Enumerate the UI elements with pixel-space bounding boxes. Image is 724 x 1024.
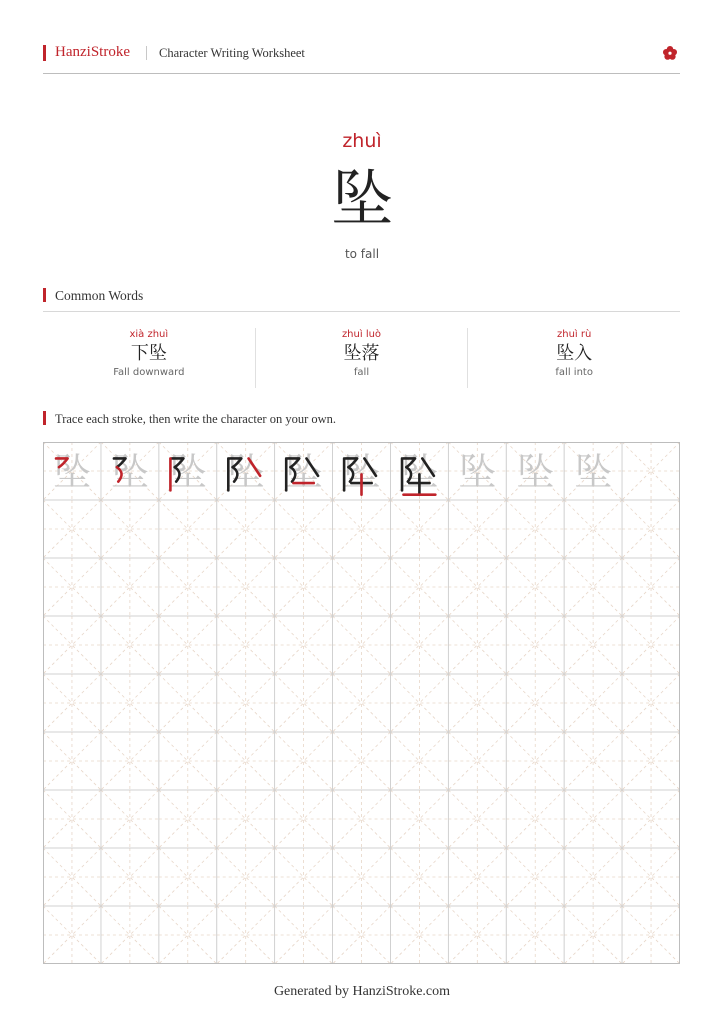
word-pinyin: xià zhuì [129, 329, 169, 340]
practice-cell[interactable] [506, 616, 564, 674]
practice-cell[interactable] [390, 500, 448, 558]
word-item [43, 328, 255, 388]
practice-cell[interactable] [622, 848, 680, 906]
practice-cell[interactable] [159, 732, 217, 790]
section-accent-bar [43, 411, 46, 425]
practice-cell[interactable] [101, 674, 159, 732]
practice-cell[interactable] [448, 674, 506, 732]
trace-character: 坠 [574, 452, 613, 494]
common-words-list [43, 328, 680, 388]
trace-character: 坠 [516, 452, 555, 494]
practice-grid-lines [43, 442, 680, 964]
practice-cell[interactable] [159, 848, 217, 906]
practice-cell[interactable] [159, 558, 217, 616]
practice-cell[interactable] [448, 732, 506, 790]
practice-cell[interactable] [275, 848, 333, 906]
practice-cell[interactable] [217, 790, 275, 848]
practice-cell[interactable] [564, 500, 622, 558]
practice-cell[interactable] [333, 674, 391, 732]
character-pinyin: zhuì [342, 130, 382, 152]
practice-cell[interactable] [43, 674, 101, 732]
practice-cell[interactable] [275, 906, 333, 964]
common-words-title: Common Words [55, 288, 144, 303]
practice-cell[interactable] [333, 616, 391, 674]
practice-cell[interactable] [506, 790, 564, 848]
practice-cell[interactable] [622, 906, 680, 964]
practice-cell[interactable] [333, 558, 391, 616]
practice-cell[interactable] [390, 674, 448, 732]
practice-cell[interactable] [43, 906, 101, 964]
practice-cell[interactable] [275, 558, 333, 616]
practice-cell[interactable] [506, 674, 564, 732]
trace-character: 坠 [400, 452, 439, 494]
practice-cell[interactable] [101, 500, 159, 558]
practice-cell[interactable] [622, 732, 680, 790]
practice-cell[interactable] [43, 500, 101, 558]
practice-cell[interactable] [506, 906, 564, 964]
practice-cell[interactable] [217, 674, 275, 732]
practice-cell[interactable] [448, 848, 506, 906]
practice-cell[interactable] [101, 790, 159, 848]
practice-cell[interactable] [506, 732, 564, 790]
practice-cell[interactable] [159, 790, 217, 848]
word-item [255, 328, 468, 388]
practice-cell[interactable] [101, 616, 159, 674]
character-meaning: to fall [344, 247, 380, 261]
practice-cell[interactable] [217, 500, 275, 558]
word-item [467, 328, 680, 388]
trace-character: 坠 [458, 452, 497, 494]
trace-character: 坠 [284, 452, 323, 494]
practice-cell[interactable] [564, 558, 622, 616]
practice-cell[interactable] [390, 790, 448, 848]
word-meaning: fall [353, 367, 370, 378]
practice-instruction: Trace each stroke, then write the character on your own. [55, 412, 337, 426]
trace-character: 坠 [226, 452, 265, 494]
practice-cell[interactable] [448, 616, 506, 674]
header-separator [146, 46, 147, 60]
word-characters: 坠入 [556, 343, 593, 364]
practice-cell[interactable] [101, 848, 159, 906]
practice-cell[interactable] [43, 848, 101, 906]
practice-cell[interactable] [159, 674, 217, 732]
practice-cell[interactable] [43, 790, 101, 848]
practice-cell[interactable] [275, 732, 333, 790]
practice-cell[interactable] [622, 616, 680, 674]
practice-cell[interactable] [159, 906, 217, 964]
header-accent-bar [43, 45, 46, 61]
practice-cell[interactable] [622, 790, 680, 848]
plum-blossom-icon [662, 45, 678, 61]
practice-cell[interactable] [159, 616, 217, 674]
practice-grid [43, 442, 680, 964]
practice-cell[interactable] [564, 906, 622, 964]
footer-credit: Generated by HanziStroke.com [273, 984, 451, 999]
practice-cell[interactable] [217, 732, 275, 790]
practice-cell[interactable] [101, 906, 159, 964]
practice-cell[interactable] [564, 790, 622, 848]
practice-cell[interactable] [390, 732, 448, 790]
worksheet-subtitle: Character Writing Worksheet [159, 46, 305, 60]
trace-character: 坠 [52, 452, 91, 494]
practice-cell[interactable] [622, 558, 680, 616]
practice-cell[interactable] [506, 500, 564, 558]
word-characters: 下坠 [130, 343, 167, 364]
practice-cell[interactable] [217, 558, 275, 616]
practice-cell[interactable] [622, 442, 680, 500]
word-pinyin: zhuì rù [557, 329, 592, 340]
practice-cell[interactable] [448, 500, 506, 558]
practice-cell[interactable] [43, 616, 101, 674]
practice-cell[interactable] [564, 616, 622, 674]
practice-cell[interactable] [448, 790, 506, 848]
practice-cell[interactable] [101, 558, 159, 616]
word-meaning: Fall downward [113, 367, 185, 378]
trace-character: 坠 [168, 452, 207, 494]
practice-cell[interactable] [390, 906, 448, 964]
practice-cell[interactable] [43, 732, 101, 790]
practice-cell[interactable] [333, 848, 391, 906]
trace-character: 坠 [342, 452, 381, 494]
practice-cell[interactable] [564, 674, 622, 732]
word-characters: 坠落 [343, 343, 380, 364]
brand-name: HanziStroke [55, 44, 130, 60]
practice-cell[interactable] [217, 616, 275, 674]
practice-instruction-heading [43, 411, 336, 427]
worksheet-header [43, 43, 680, 74]
practice-cell[interactable] [275, 500, 333, 558]
practice-cell[interactable] [275, 674, 333, 732]
section-divider [43, 311, 680, 312]
practice-cell[interactable] [159, 500, 217, 558]
practice-cell[interactable] [390, 848, 448, 906]
practice-cell[interactable] [564, 732, 622, 790]
practice-cell[interactable] [448, 906, 506, 964]
practice-cell[interactable] [333, 790, 391, 848]
trace-character: 坠 [110, 452, 149, 494]
practice-cell[interactable] [564, 848, 622, 906]
word-pinyin: zhuì luò [341, 329, 382, 340]
practice-cell[interactable] [217, 906, 275, 964]
practice-cell[interactable] [101, 732, 159, 790]
practice-cell[interactable] [333, 732, 391, 790]
practice-cell[interactable] [43, 558, 101, 616]
practice-cell[interactable] [506, 848, 564, 906]
main-character: 坠 [330, 166, 393, 234]
practice-cell[interactable] [622, 500, 680, 558]
section-accent-bar [43, 288, 46, 302]
practice-cell[interactable] [622, 674, 680, 732]
practice-cell[interactable] [448, 558, 506, 616]
practice-cell[interactable] [275, 616, 333, 674]
practice-cell[interactable] [390, 558, 448, 616]
word-meaning: fall into [555, 367, 593, 378]
practice-cell[interactable] [275, 790, 333, 848]
practice-cell[interactable] [333, 500, 391, 558]
practice-cell[interactable] [390, 616, 448, 674]
practice-cell[interactable] [217, 848, 275, 906]
practice-cell[interactable] [506, 558, 564, 616]
practice-cell[interactable] [333, 906, 391, 964]
common-words-heading [43, 288, 143, 304]
